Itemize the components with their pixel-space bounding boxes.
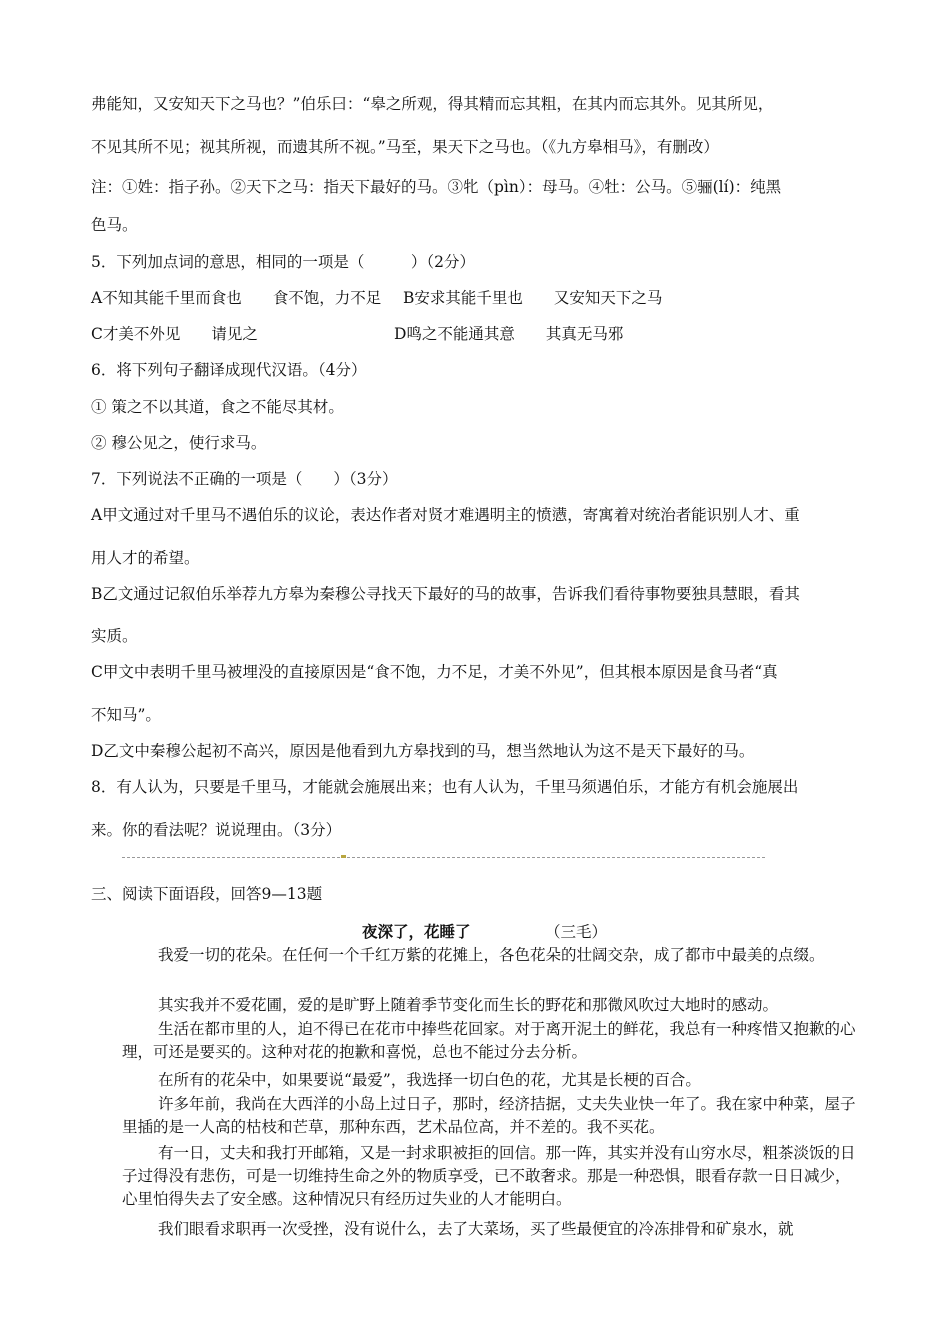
question-7-option-a-cont: 用人才的希望。 [91, 549, 200, 567]
question-7-stem: 7．下列说法不正确的一项是（ ）（3分） [91, 470, 398, 488]
question-7-option-a: A甲文通过对千里马不遇伯乐的议论，表达作者对贤才难遇明主的愤懑，寄寓着对统治者能识别人才、重 [91, 506, 800, 524]
question-5-option-c: C才美不外见 请见之 [91, 325, 258, 343]
text-line: 弗能知，又安知天下之马也？”伯乐曰：“皋之所观，得其精而忘其粗，在其内而忘其外。见其所见， [91, 95, 774, 113]
section-divider [122, 857, 765, 858]
question-7-option-d: D乙文中秦穆公起初不高兴，原因是他看到九方皋找到的马，想当然地认为这不是天下最好的马。 [91, 742, 755, 760]
article-paragraph: 许多年前，我尚在大西洋的小岛上过日子，那时，经济拮据，丈夫失业快一年了。我在家中种菜，屋子里插的是一人高的枯枝和芒草，那种东西，艺术品位高，并不差的。我不买花。 [122, 1095, 856, 1136]
article-author: （三毛） [545, 923, 608, 941]
article-title: 夜深了，花睡了 [362, 922, 471, 941]
question-6-item-2: ② 穆公见之，使行求马。 [91, 434, 267, 452]
question-8-stem-cont: 来。你的看法呢？说说理由。（3分） [91, 821, 342, 839]
question-5-stem: 5．下列加点词的意思，相同的一项是（ ）（2分） [91, 253, 475, 271]
question-5-option-a: A不知其能千里而食也 食不饱，力不足 [91, 289, 382, 307]
question-7-option-c: C甲文中表明千里马被埋没的直接原因是“食不饱，力不足，才美不外见”，但其根本原因是食马者“真 [91, 663, 778, 681]
question-7-option-b: B乙文通过记叙伯乐举荐九方皋为秦穆公寻找天下最好的马的故事，告诉我们看待事物要独具慧眼，看其 [91, 585, 800, 603]
article-paragraph: 有一日，丈夫和我打开邮箱，又是一封求职被拒的回信。那一阵，其实并没有山穷水尽，粗茶淡饭的日子过得没有悲伤，可是一切维持生命之外的物质享受，已不敢奢求。那是一种恐惧，眼看存款一日日减少，心里怕得失去了安全感。这种情况只有经历过失业的人才能明白。 [122, 1144, 856, 1208]
question-7-option-b-cont: 实质。 [91, 627, 138, 645]
question-8-stem: 8．有人认为，只要是千里马，才能就会施展出来；也有人认为，千里马须遇伯乐，才能方有机会施展出 [91, 778, 799, 796]
annotation-line: 色马。 [91, 216, 138, 234]
question-6-stem: 6．将下列句子翻译成现代汉语。（4分） [91, 361, 367, 379]
text-line: 不见其所不见；视其所视，而遗其所不视。”马至，果天下之马也。（《九方皋相马》，有删改） [91, 138, 719, 156]
question-5-option-b: B安求其能千里也 又安知天下之马 [403, 289, 663, 307]
divider-mark [341, 855, 346, 858]
article-paragraph: 我们眼看求职再一次受挫，没有说什么，去了大菜场，买了些最便宜的冷冻排骨和矿泉水，就 [158, 1220, 794, 1238]
question-5-option-d: D鸣之不能通其意 其真无马邪 [394, 325, 624, 343]
question-6-item-1: ① 策之不以其道，食之不能尽其材。 [91, 398, 344, 416]
article-paragraph: 生活在都市里的人，迫不得已在花市中捧些花回家。对于离开泥土的鲜花，我总有一种疼惜又抱歉的心理，可还是要买的。这种对花的抱歉和喜悦，总也不能过分去分析。 [122, 1020, 856, 1061]
article-paragraph: 我爱一切的花朵。在任何一个千红万紫的花摊上，各色花朵的壮阔交杂，成了都市中最美的点缀。 [158, 946, 825, 964]
section-heading: 三、阅读下面语段，回答9—13题 [91, 885, 323, 903]
article-paragraph: 其实我并不爱花圃，爱的是旷野上随着季节变化而生长的野花和那微风吹过大地时的感动。 [158, 996, 779, 1014]
annotation-line: 注：①姓：指子孙。②天下之马：指天下最好的马。③牝（pìn）：母马。④牡：公马。⑤骊(lí)：纯黑 [91, 178, 782, 196]
article-paragraph: 在所有的花朵中，如果要说“最爱”，我选择一切白色的花，尤其是长梗的百合。 [158, 1071, 701, 1089]
question-7-option-c-cont: 不知马”。 [91, 706, 161, 724]
